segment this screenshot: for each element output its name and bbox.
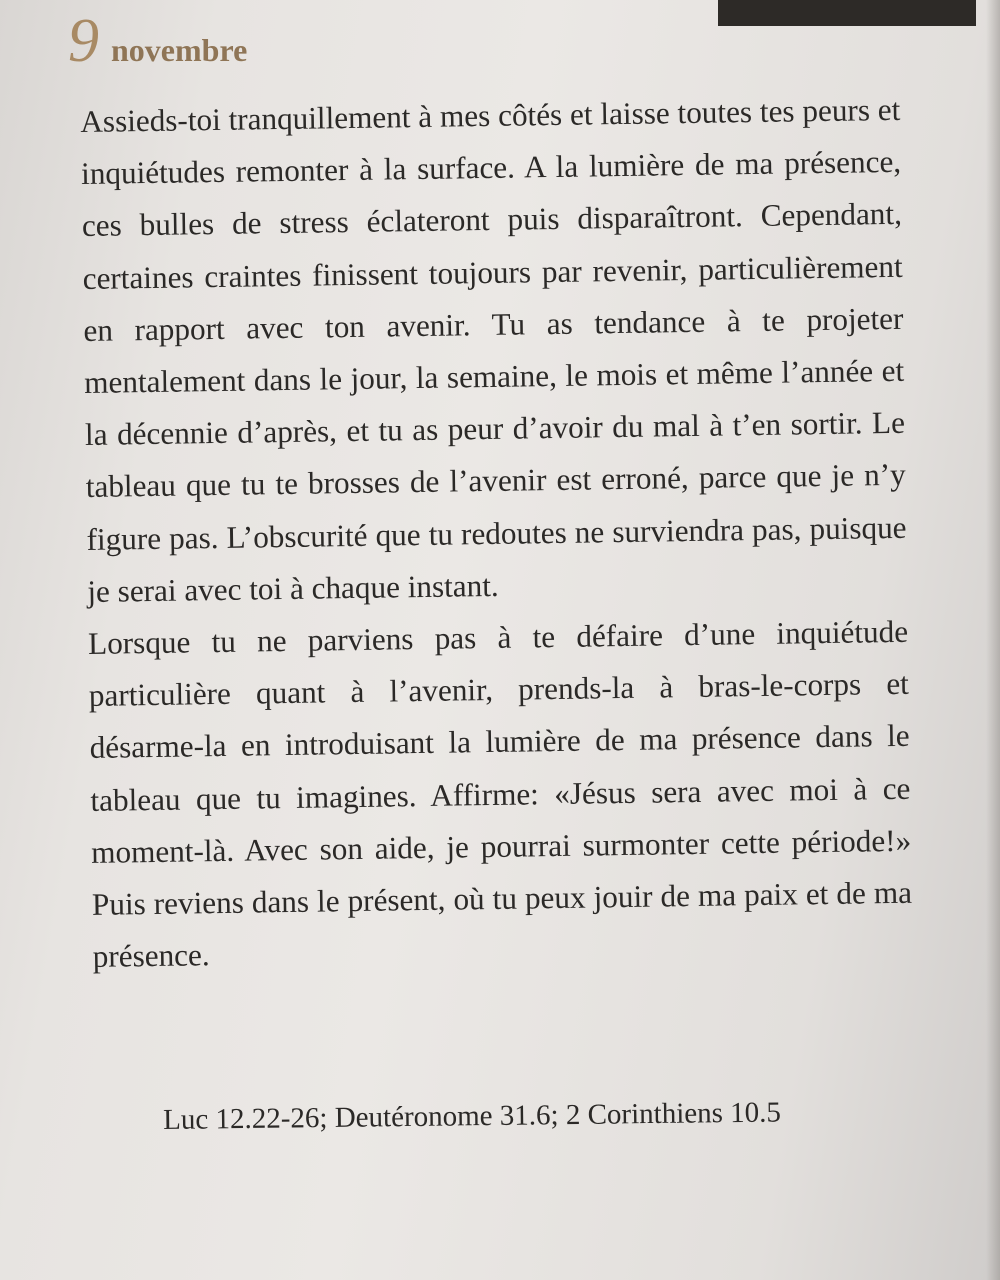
page-edge-shadow [986,0,1000,1280]
date-day: 9 [68,7,99,75]
page-tab-marker [718,0,976,26]
devotional-text [80,84,913,984]
paragraph-2: Lorsque tu ne parviens pas à te défaire d’une inquiétude particulière quant à l’avenir, prends-la à bras-le-corps et désarme-la en introduisant la lumière de ma présence dans le tableau que tu imagines. Affirme: «Jésus sera avec moi à ce moment-là. Avec son aide, je pourrai surmonter cette période!» Puis reviens dans le présent, où tu peux jouir de ma paix et de ma présence. [87,613,913,975]
date-heading [68,7,248,75]
paragraph-1: Assieds-toi tranquillement à mes côtés et laisse toutes tes peurs et inquiétudes remonter à la surface. A la lumière de ma présence, ces bulles de stress éclateront puis disparaîtront. Cependant, certaines craintes finissent toujours par revenir, particulièrement en rapport avec ton avenir. Tu as tendance à te projeter mentalement dans le jour, la semaine, le mois et même l’année et la décennie d’après, et tu as peur d’avoir du mal à t’en sortir. Le tableau que tu te brosses de l’avenir est erroné, parce que je n’y figure pas. L’obscurité que tu redoutes ne surviendra pas, puisque je serai avec toi à chaque instant. [80,91,907,609]
date-month: novembre [111,32,248,68]
scripture-references: Luc 12.22-26; Deutéronome 31.6; 2 Corinthiens 10.5 [163,1096,782,1136]
